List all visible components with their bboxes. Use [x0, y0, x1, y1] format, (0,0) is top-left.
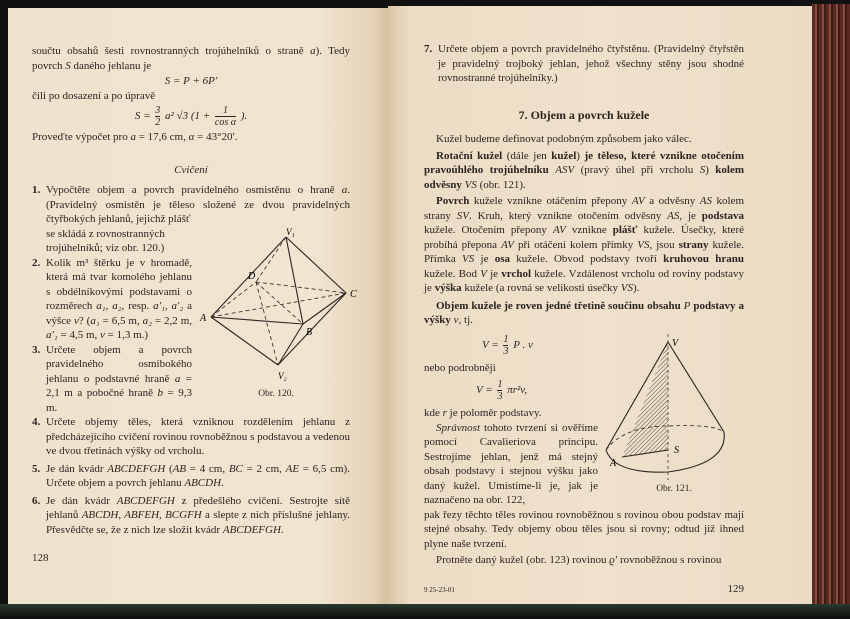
text-run: (obr. 121). — [476, 178, 526, 191]
text-run: AE — [285, 462, 300, 475]
text-run: plášť — [612, 224, 638, 236]
text-run: kužele. Bod — [424, 267, 481, 280]
text-run: Protněte daný kužel (obr. 123) rovinou — [436, 554, 610, 566]
text-run: a slepte z nich příslušné jehlany. Přesvědčte se, že z nich lze složit kvádr — [46, 509, 350, 536]
text-run: vznikne — [565, 224, 613, 236]
text-run: P — [683, 299, 691, 312]
text-run: pak řezy těchto těles rovinou rovnoběžnou s rovinou obou podstav mají stejné obsahy. Tedy objemy obou těles jsou si rovny; odtud již ihned plyne naše tvrzení. — [424, 508, 744, 550]
exercise-text — [46, 416, 350, 457]
text-run: a₂ — [142, 314, 152, 327]
exercise-text — [438, 43, 744, 84]
exercise-4 — [32, 415, 350, 459]
exercise-number: 2. — [32, 256, 41, 269]
text-run: je — [474, 253, 495, 265]
text-run: se skládá z rovnostranných trojúhelníků; viz obr. 120.) — [46, 227, 165, 254]
text-run: AB — [172, 462, 187, 475]
label-v2: V₂ — [278, 370, 287, 381]
text-run: r — [442, 407, 447, 419]
text-run: Kužel budeme definovat podobným způsobem jako válec. — [436, 133, 692, 145]
text-run: α — [188, 131, 195, 143]
hatched-triangle — [622, 342, 668, 457]
text-run: = 17,6 cm, — [135, 131, 189, 143]
text-run: Je dán kvádr — [46, 494, 117, 507]
right-text-column — [424, 42, 744, 597]
text-run: kužele vznikne otáčením přepony — [469, 195, 632, 207]
text-run: S — [65, 59, 71, 72]
label-v1: V₁ — [286, 226, 295, 237]
text-run: z předešlého cvičení. Sestrojte sítě jehlanů — [46, 494, 350, 521]
text-run: a — [310, 45, 316, 57]
text-run: b — [157, 387, 163, 399]
exercise-number: 6. — [32, 494, 41, 507]
text-run: a₁ — [90, 314, 100, 327]
exercise-number: 5. — [32, 462, 41, 475]
text-run: kužele. Úsečky, které probíhá přepona — [424, 224, 744, 251]
text-run: . — [221, 477, 224, 489]
text-run: ). — [632, 282, 640, 294]
text-run: Rotační kužel — [436, 149, 503, 162]
text-run: VS — [620, 282, 633, 294]
exercise-number: 3. — [32, 343, 41, 356]
page-edges — [812, 4, 850, 610]
text-run: kužele. Obvod podstavy tvoří — [510, 253, 664, 265]
text-run: kužele. Otočením přepony — [424, 224, 553, 236]
text-run: AV — [552, 224, 566, 236]
exercise-text — [46, 257, 192, 342]
text-run: Je dán kvádr — [46, 462, 108, 475]
paragraph-definition-intro — [424, 132, 744, 147]
text-run: . (Pravidelný osmistěn je těleso složené ze dvou pravidelných čtyřbokých jehlanů, jejichž plášť — [46, 184, 350, 225]
exercise-6 — [32, 494, 350, 538]
label-a: A — [610, 457, 617, 469]
text-run: kde — [424, 407, 443, 419]
text-run: Kolik m³ štěrku je v hromadě, která má tvar komolého jehlanu s obdélníkovými podstavami o rozměrech — [46, 256, 192, 312]
text-run: osa — [494, 253, 510, 265]
figure-caption: Obr. 121. — [656, 483, 692, 494]
text-run: VS — [464, 178, 477, 191]
text-run: , resp. — [121, 300, 154, 312]
formula-lhs: V = — [482, 338, 499, 351]
exercise-1 — [32, 183, 350, 227]
text-run: v — [73, 314, 79, 327]
page-number: 129 — [727, 582, 744, 595]
left-text-column — [32, 44, 357, 566]
text-run: kolem odvěsny — [424, 164, 745, 191]
numerator: 1 — [497, 379, 503, 390]
formula-rhs: P . v — [513, 338, 533, 351]
text-run: podstava — [701, 209, 744, 222]
text-run: = 2,1 m a pobočné hraně — [46, 372, 192, 399]
text-run: = 4,5 m, — [57, 329, 100, 341]
exercise-2 — [32, 256, 350, 343]
numerator: 1 — [222, 105, 228, 116]
text-run: Objem kužele je roven jedné třetině součinu obsahu — [436, 299, 684, 312]
label-b: B — [306, 326, 313, 338]
text-run: v — [453, 314, 459, 326]
text-run: a — [174, 372, 181, 385]
text-run: při otáčení kolem přímky — [513, 238, 638, 251]
text-run: = 2 cm, — [242, 462, 286, 475]
label-s: S — [674, 444, 679, 456]
text-run: AV — [501, 238, 514, 251]
label-a: A — [200, 312, 207, 324]
right-page — [388, 6, 812, 608]
denominator: 2 — [155, 117, 161, 128]
text-run: kužele. Přímka — [424, 238, 745, 265]
text-run: (pravý úhel při vrcholu — [574, 164, 700, 176]
text-run: a′₁, a′₂ — [153, 300, 184, 312]
paragraph-cut-cone — [424, 553, 744, 568]
text-run: , tj. — [458, 314, 473, 326]
formula-lhs: V = — [476, 384, 493, 397]
denominator: 3 — [497, 391, 503, 402]
book-cover-edge — [0, 604, 850, 619]
text-run: ABCDEFGH — [107, 462, 166, 475]
text-run: ABCDEFGH — [222, 523, 281, 536]
text-run: tohoto tvrzení si ověříme pomocí Cavalieriova principu. Sestrojíme jehlan, jenž má stejný obsah podstavy i stejnou výšku jako daný kužel. Umístíme-li je, jak je naznačeno na obr. 122, — [424, 421, 598, 506]
text-run: podstavy a výšky — [424, 299, 744, 326]
text-run: = 4 cm, — [186, 462, 229, 475]
text-run: kužele. Vzdálenost vrcholu od roviny podstavy je — [424, 267, 744, 294]
page-footer — [424, 582, 744, 598]
text-run: a′₁ — [46, 329, 58, 341]
text-run: BC — [228, 462, 243, 475]
figure-caption: Obr. 120. — [258, 388, 294, 399]
exercise-number: 7. — [424, 43, 433, 55]
text-run: , je — [679, 209, 702, 222]
text-run: kolem strany — [424, 195, 744, 222]
exercise-text — [46, 463, 350, 490]
text-run: SV — [456, 209, 469, 222]
text-run: rovnoběžnou s rovinou — [617, 554, 722, 566]
left-page — [8, 8, 388, 606]
formula-mid: a² √3 (1 + — [165, 110, 211, 123]
formula-surface-expanded — [32, 105, 350, 128]
exercise-number: 4. — [32, 416, 41, 428]
text-run: Správnost — [436, 421, 480, 434]
text-run: ABCDH, ABFEH, BCGFH — [81, 509, 202, 521]
text-run: ABCDH — [184, 477, 222, 489]
denominator: cos α — [214, 117, 237, 128]
exercise-3 — [32, 343, 350, 416]
text-run: AS — [667, 209, 680, 222]
exercise-text — [46, 344, 192, 414]
compute-instruction — [32, 130, 350, 145]
text-run: , jsou — [649, 238, 679, 251]
after-formula-text: čili po dosazení a po úpravě — [32, 89, 156, 102]
cone-figure-block — [604, 332, 744, 497]
text-run: a — [341, 184, 348, 196]
label-d: D — [248, 270, 256, 282]
text-run: je poloměr podstavy. — [446, 407, 542, 419]
numerator: 3 — [155, 105, 161, 116]
text-run: Určete objemy těles, která vzniknou rozdělením jehlanu z předcházejícího cvičení rovinou rovnoběžnou s podstavou a vedenou ve dvou třetinách výšky od vrcholu. — [46, 416, 350, 457]
formula-lhs: S = — [134, 110, 151, 123]
fraction — [155, 105, 160, 128]
text-run: strany — [678, 238, 709, 251]
paragraph-cone-parts — [424, 194, 744, 296]
intro-paragraph — [32, 44, 350, 73]
text-run: = 6,5 cm). Určete objem a povrch jehlanu — [46, 462, 350, 489]
more-detail-text: nebo podrobněji — [424, 361, 496, 374]
text-run: . Kruh, který vznikne otočením odvěsny — [468, 209, 668, 222]
text-run: je těleso, které vznikne otočením pravoúhlého trojúhelníku — [424, 149, 744, 176]
text-run: . — [280, 523, 284, 536]
section-heading: 7. Objem a povrch kužele — [518, 107, 650, 122]
text-run: Vypočtěte objem a povrch pravidelného osmistěnu o hraně — [46, 184, 342, 196]
text-run: je — [486, 267, 502, 280]
text-run: VS — [462, 253, 475, 265]
paragraph-cone-definition — [424, 149, 744, 193]
text-run: Určete objem a povrch pravidelného čtyřstěnu. (Pravidelný čtyřstěn je pravidelný trojboký jehlan, jehož všechny stěny jsou shodné rovnostranné trojúhelníky.) — [438, 43, 744, 84]
exercises-heading: Cvičení — [174, 163, 208, 176]
text-run: VS — [637, 238, 650, 251]
text-run: = 9,3 m. — [46, 387, 192, 414]
text-run: ( — [165, 462, 173, 475]
fraction — [215, 105, 236, 128]
text-run: v — [100, 329, 105, 341]
text-run: ) — [705, 164, 716, 176]
text-run: = 6,5 m, — [99, 314, 143, 327]
printer-signature: 9 25-23-01 — [424, 585, 455, 594]
text-run: vrchol — [501, 267, 532, 280]
text-run: a výšce — [46, 300, 193, 327]
text-run: daného jehlanu je — [70, 59, 152, 72]
text-run: AS — [699, 195, 712, 207]
label-c: C — [350, 288, 357, 300]
text-run: ). Tedy povrch — [32, 45, 350, 72]
text-run: kruhovou hranu — [663, 253, 744, 265]
exercise-5 — [32, 462, 350, 491]
paragraph-cavalieri-continued — [424, 508, 744, 552]
page-number: 128 — [32, 552, 49, 564]
text-run: AV — [631, 195, 645, 207]
text-run: a₁, a₂ — [96, 300, 122, 312]
fraction — [497, 379, 502, 402]
text-run: výška — [434, 282, 462, 294]
text-run: = 1,3 m.) — [104, 329, 149, 341]
cone-figure — [604, 332, 744, 482]
text-run: = 43°20′. — [194, 131, 238, 143]
text-run: Povrch — [436, 195, 470, 207]
text-run: ABCDEFGH — [116, 494, 175, 507]
text-run: (dále jen — [502, 149, 552, 162]
text-run: V — [480, 267, 487, 280]
exercise-text — [46, 495, 350, 536]
text-run: = 2,2 m, — [151, 314, 193, 327]
denominator: 3 — [503, 345, 509, 357]
text-run: ? ( — [78, 314, 91, 327]
text-run: a — [130, 131, 136, 143]
text-run: ASV — [555, 164, 575, 176]
formula-surface: S = P + 6P′ — [164, 75, 218, 87]
label-v: V — [672, 337, 679, 349]
text-run: Určete objem a povrch pravidelného osmibokého jehlanu o podstavné hraně — [46, 343, 192, 385]
text-run: kužele (a rovná se velikosti úsečky — [461, 282, 621, 294]
text-run: ϱ′ — [609, 554, 618, 566]
text-run: Proveďte výpočet pro — [32, 131, 131, 143]
fraction — [503, 334, 508, 357]
text-run: a odvěsny — [644, 195, 700, 207]
exercise-text — [46, 184, 350, 225]
exercise-7 — [424, 42, 744, 86]
text-run: součtu obsahů šesti rovnostranných trojúhelníků o straně — [32, 45, 311, 57]
text-run: kužel — [551, 149, 577, 162]
text-run: S — [699, 164, 706, 176]
exercise-number: 1. — [32, 184, 41, 196]
text-run: ) — [576, 149, 585, 162]
paragraph-volume-theorem — [424, 299, 744, 328]
formula-end: ). — [240, 110, 248, 123]
formula-rhs: πr²v, — [507, 384, 528, 397]
numerator: 1 — [503, 333, 509, 345]
